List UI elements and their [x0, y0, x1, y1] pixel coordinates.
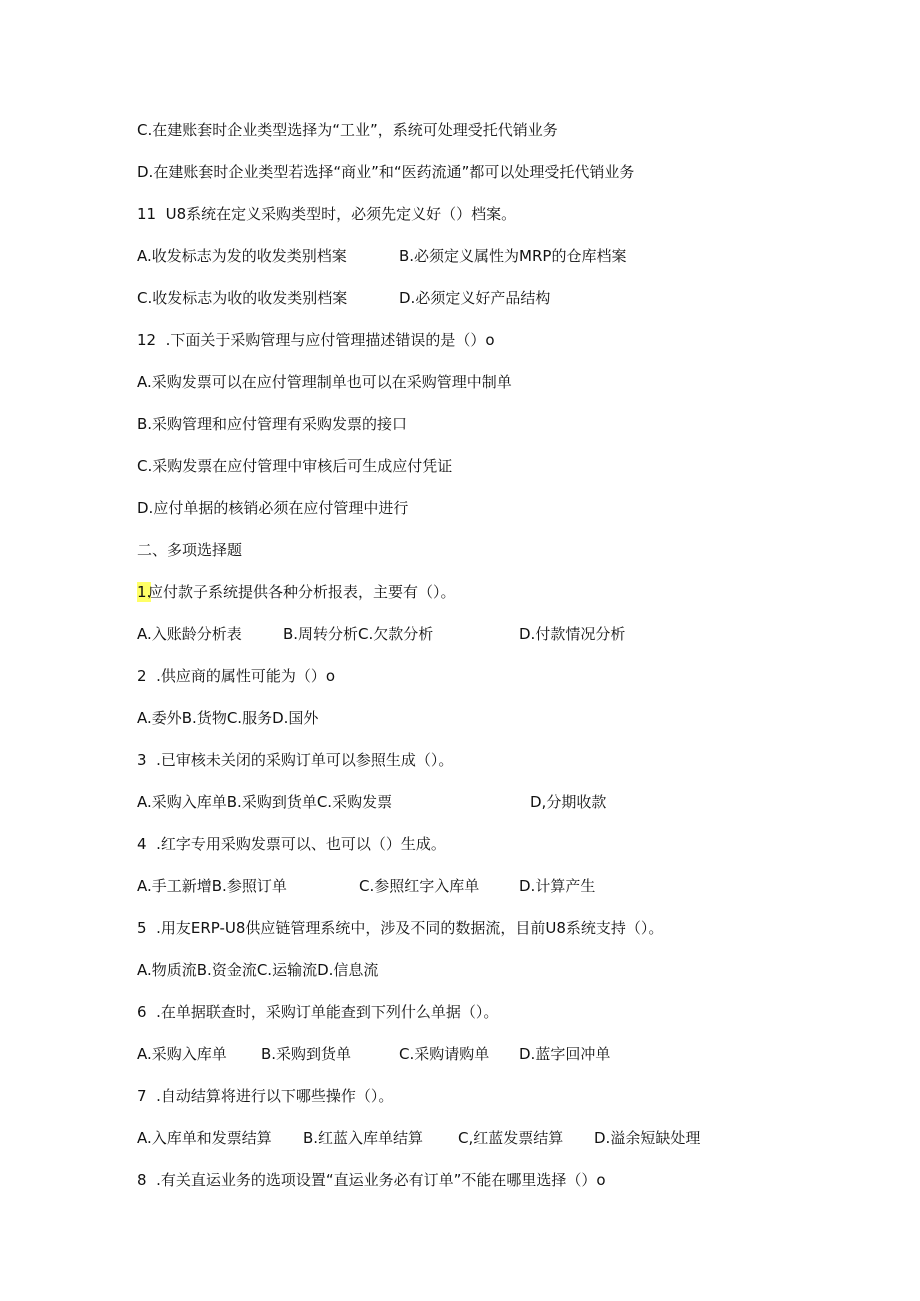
- option-a: A.入库单和发票结算: [137, 1129, 272, 1147]
- option-d: D.付款情况分析: [519, 625, 626, 643]
- option-d: D.必须定义好产品结构: [399, 289, 551, 307]
- text-segment: 3 .已审核未关闭的采购订单可以参照生成（）。: [137, 751, 454, 769]
- options: A.物质流B.资金流C.运输流D.信息流: [137, 961, 379, 979]
- text-segment: D.在建账套时企业类型若选择“商业”和“医药流通”都可以处理受托代销业务: [137, 163, 635, 181]
- option-c: C.收发标志为收的收发类别档案: [137, 289, 348, 307]
- option-b: B.必须定义属性为MRP的仓库档案: [399, 247, 627, 265]
- option-d: D,分期收款: [530, 793, 607, 811]
- text-segment: 4 .红字专用采购发票可以、也可以（）生成。: [137, 835, 446, 853]
- option-c: C,红蓝发票结算: [458, 1129, 564, 1147]
- option-a: A.采购入库单: [137, 1045, 227, 1063]
- option-d: D.蓝字回冲单: [519, 1045, 611, 1063]
- option-a: A.采购发票可以在应付管理制单也可以在采购管理中制单: [137, 373, 512, 391]
- text-segment: 2 .供应商的属性可能为（）o: [137, 667, 336, 685]
- text-segment: 12 .下面关于采购管理与应付管理描述错误的是（）o: [137, 331, 495, 349]
- options-ab: A.手工新增B.参照订单: [137, 877, 287, 895]
- option-a: A.入账龄分析表: [137, 625, 242, 643]
- option-bc: B.周转分析C.欠款分析: [283, 625, 434, 643]
- option-b: B.红蓝入库单结算: [303, 1129, 424, 1147]
- option-c: C.采购请购单: [399, 1045, 490, 1063]
- option-c: C.参照红字入库单: [359, 877, 480, 895]
- question-line: [137, 1170, 606, 1230]
- option-c: C.采购发票在应付管理中审核后可生成应付凭证: [137, 457, 453, 475]
- option-b: B.采购管理和应付管理有采购发票的接口: [137, 415, 408, 433]
- text-segment: 6 .在单据联查时，采购订单能查到下列什么单据（）。: [137, 1003, 499, 1021]
- option-a: A.收发标志为发的收发类别档案: [137, 247, 347, 265]
- highlighted-number: 1.: [137, 583, 152, 601]
- text-segment: 5 .用友ERP-U8供应链管理系统中，涉及不同的数据流，目前U8系统支持（）。: [137, 919, 664, 937]
- section-title: 二、多项选择题: [137, 541, 243, 559]
- text-segment: 7 .自动结算将进行以下哪些操作（）。: [137, 1087, 394, 1105]
- option-d: D.应付单据的核销必须在应付管理中进行: [137, 499, 409, 517]
- option-b: B.采购到货单: [261, 1045, 352, 1063]
- text-segment: C.在建账套时企业类型选择为“工业”，系统可处理受托代销业务: [137, 121, 558, 139]
- option-d: D.溢余短缺处理: [594, 1129, 701, 1147]
- text-segment: 8 .有关直运业务的选项设置“直运业务必有订单”不能在哪里选择（）o: [137, 1171, 606, 1189]
- text-segment: 应付款子系统提供各种分析报表，主要有（）。: [148, 583, 456, 601]
- option-d: D.计算产生: [519, 877, 596, 895]
- options: A.委外B.货物C.服务D.国外: [137, 709, 319, 727]
- text-segment: 11 U8系统在定义采购类型时，必须先定义好（）档案。: [137, 205, 517, 223]
- options-abc: A.采购入库单B.采购到货单C.采购发票: [137, 793, 393, 811]
